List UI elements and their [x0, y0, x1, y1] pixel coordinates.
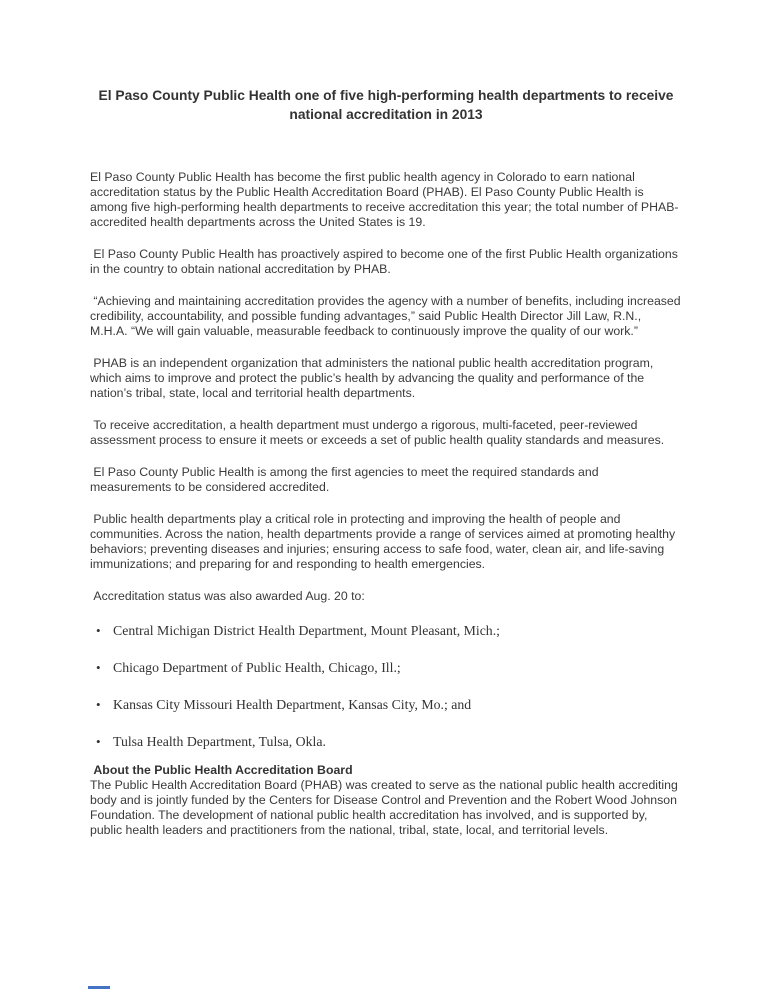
awarded-departments-list: [90, 621, 682, 751]
list-item-label: Chicago Department of Public Health, Chicago, Ill.;: [113, 660, 401, 675]
paragraph-role: Public health departments play a critical role in protecting and improving the health of people and communities. Across the nation, health departments provide a range of services aimed at promoting healthy behaviors; preventing diseases and injuries; ensuring access to safe food, water, clean air, and life-saving immunizations; and preparing for and responding to health emergencies.: [90, 512, 679, 571]
list-item-label: Central Michigan District Health Department, Mount Pleasant, Mich.;: [113, 623, 500, 638]
list-item: [90, 732, 682, 751]
list-item: [90, 658, 682, 677]
bullet-icon: •: [96, 660, 101, 675]
about-section-body: The Public Health Accreditation Board (PHAB) was created to serve as the national public health accrediting body and is jointly funded by the Centers for Disease Control and Prevention and the Robert Wood Johnson Foundation. The development of national public health accreditation has involved, and is supported by, public health leaders and practitioners from the national, tribal, state, local, and territorial levels.: [90, 778, 682, 837]
paragraph-phab-description: PHAB is an independent organization that administers the national public health accreditation program, which aims to improve and protect the public’s health by advancing the quality and performance of the nation’s tribal, state, local and territorial health departments.: [90, 356, 657, 400]
about-section-heading: About the Public Health Accreditation Board: [90, 763, 353, 777]
bullet-icon: •: [96, 623, 101, 638]
list-item: [90, 695, 682, 714]
list-item-label: Tulsa Health Department, Tulsa, Okla.: [113, 734, 326, 749]
paragraph-aspired: El Paso County Public Health has proactively aspired to become one of the first Public Health organizations in the country to obtain national accreditation by PHAB.: [90, 247, 682, 276]
paragraph-quote: “Achieving and maintaining accreditation provides the agency with a number of benefits, including increased credibility, accountability, and possible funding advantages,” said Public Health Director Jill Law, R.N., M.H.A. “We will gain valuable, measurable feedback to continuously improve the quality of our work.”: [90, 294, 685, 338]
document-content: [90, 0, 685, 838]
paragraph-standards: El Paso County Public Health is among the first agencies to meet the required standards and measurements to be considered accredited.: [90, 465, 602, 494]
clipped-link-fragment: [88, 986, 110, 989]
page-title: El Paso County Public Health one of five high-performing health departments to receive national accreditation in 2013: [98, 88, 674, 122]
paragraph-intro: El Paso County Public Health has become the first public health agency in Colorado to earn national accreditation status by the Public Health Accreditation Board (PHAB). El Paso County Public Health is among five high-performing health departments to receive accreditation this year; the total number of PHAB-accredited health departments across the United States is 19.: [90, 170, 679, 229]
bullet-icon: •: [96, 734, 101, 749]
paragraph-assessment: To receive accreditation, a health department must undergo a rigorous, multi-faceted, peer-reviewed assessment process to ensure it meets or exceeds a set of public health quality standards and measures.: [90, 418, 665, 447]
bullet-icon: •: [96, 697, 101, 712]
paragraph-awarded-intro: Accreditation status was also awarded Aug. 20 to:: [90, 589, 365, 603]
list-item-label: Kansas City Missouri Health Department, Kansas City, Mo.; and: [113, 697, 472, 712]
list-item: [90, 621, 682, 640]
